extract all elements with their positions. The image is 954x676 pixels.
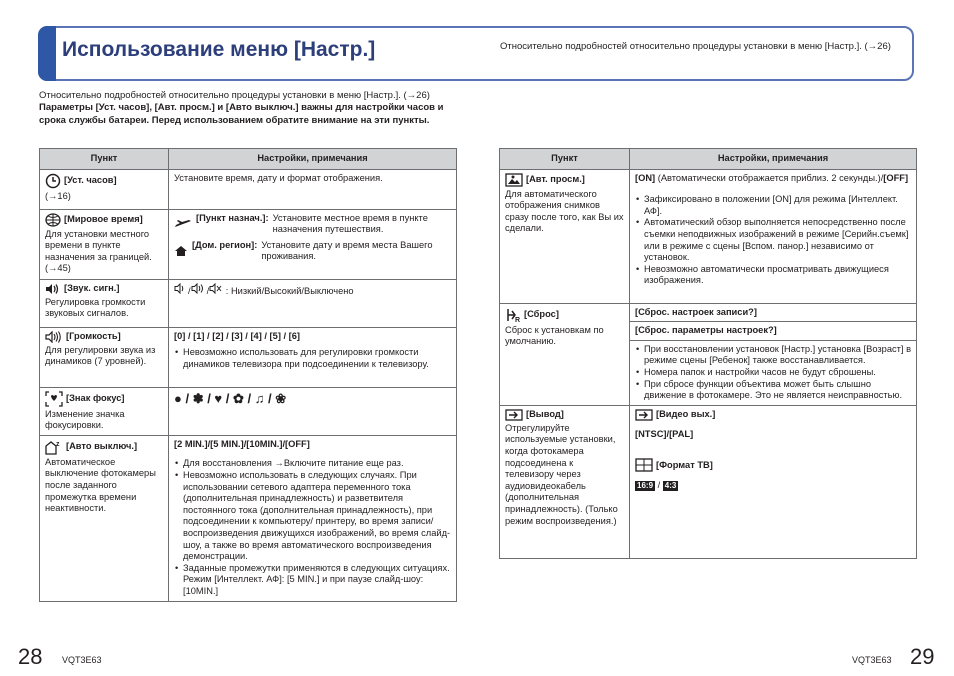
- review-on-text: (Автоматически отображается приблиз. 2 секунды.)/: [657, 172, 884, 183]
- reset-option-setup: [Сброс. параметры настроек?]: [630, 322, 917, 341]
- reset-note-2: • Номера папок и настройки часов не будут сброшены.: [635, 367, 911, 379]
- table-row: [500, 303, 917, 322]
- col-header-settings: Настройки, примечания: [630, 149, 917, 170]
- settings-clock: Установите время, дату и формат отображения.: [169, 169, 457, 209]
- item-desc-output: Отрегулируйте используемые установки, когда фотокамера подсоединена к телевизору через аудиовидеокабель (дополнительная принадлежность). (Только режим воспроизведения.): [505, 422, 618, 526]
- item-desc-world: Для установки местного времени в пункте назначения за границей. (→45): [45, 228, 152, 274]
- header-note: Относительно подробностей относительно процедуры установки в меню [Настр.]. (→26): [500, 41, 891, 52]
- review-note-2: • Автоматический обзор выполняется непосредственно после съемки неподвижных изображений в режиме [Серийн.съемк] или в режиме с сцены [Вспом. панор.] независимо от установок.: [635, 217, 911, 263]
- table-row: [Звук. сигн.] Регулировка громкости звуковых сигналов. / / : Низкий/Высокий/Выключено: [40, 279, 457, 327]
- home-icon: [174, 240, 188, 263]
- dest-text: Установите местное время в пункте назначения путешествия.: [272, 212, 428, 235]
- volume-icon: [45, 331, 63, 343]
- page-title: Использование меню [Настр.]: [62, 38, 376, 61]
- item-title-clock: [Уст. часов]: [64, 174, 117, 185]
- autooff-values: [2 MIN.]/[5 MIN.]/[10MIN.]/[OFF]: [174, 438, 310, 449]
- item-title-focus: [Знак фокус]: [66, 392, 125, 403]
- home-text: Установите дату и время места Вашего проживания.: [261, 239, 433, 262]
- model-code-right: VQT3E63: [852, 655, 892, 665]
- item-title-reset: [Сброс]: [524, 308, 559, 319]
- item-title-world: [Мировое время]: [64, 213, 143, 224]
- globe-icon: [45, 213, 61, 227]
- table-row: [Вывод] Отрегулируйте используемые установки, когда фотокамера подсоединена к телевизору через аудиовидеокабель (дополнительная принадлежность). (Только режим воспроизведения.) [Видео вых.] [NTSC]/[PAL] [Формат ТВ] 16:9 / 4:3: [500, 405, 917, 558]
- auto-review-icon: [505, 173, 523, 187]
- item-desc-beep: Регулировка громкости звуковых сигналов.: [45, 296, 146, 319]
- autooff-note-3-text: Заданные промежутки применяются в следующих ситуациях.: [183, 562, 450, 573]
- table-row: [40, 209, 457, 279]
- tv-aspect-label: [Формат ТВ]: [656, 459, 713, 470]
- autooff-note-2: • Невозможно использовать в следующих случаях. При использовании сетевого адаптера переменного тока (дополнительная принадлежность) и разветвителя постоянного тока (дополнительная принадлежность), при подсоединении к компьютеру/ принтеру, во время записи/воспроизведения движущихся изображений, во время слайд-шоу, а также во время автоматического воспроизведения демонстрации.: [174, 470, 451, 563]
- output-icon: [505, 409, 523, 421]
- focus-icon: [45, 391, 63, 407]
- volume-values: [0] / [1] / [2] / [3] / [4] / [5] / [6]: [174, 330, 301, 341]
- autooff-note-1: • Для восстановления →Включите питание еще раз.: [174, 458, 451, 470]
- beep-settings: : Низкий/Высокий/Выключено: [225, 285, 354, 296]
- focus-options: ● / ✽ / ♥ / ✿ / ♫ / ❀: [174, 390, 287, 406]
- item-title-volume: [Громкость]: [66, 330, 121, 341]
- table-row: [40, 435, 457, 601]
- volume-note: • Невозможно использовать для регулировки громкости динамиков телевизора при подсоединении к телевизору.: [174, 347, 451, 370]
- col-header-settings: Настройки, примечания: [169, 149, 457, 170]
- home-label: [Дом. регион]:: [192, 239, 258, 250]
- item-desc-volume: Для регулировки звука из динамиков (7 уровней).: [45, 344, 156, 367]
- volume-low-icon: [174, 283, 188, 294]
- intro-line: Относительно подробностей относительно процедуры установки в меню [Настр.]. (→26): [39, 90, 430, 101]
- col-header-item: Пункт: [500, 149, 630, 170]
- svg-text:R: R: [515, 316, 521, 323]
- header-accent: [38, 26, 56, 81]
- review-on-label: [ON]: [635, 172, 656, 183]
- model-code-left: VQT3E63: [62, 655, 102, 665]
- airplane-icon: [174, 213, 192, 236]
- autooff-note-3-extra: Режим [Интеллект. АФ]: [5 MIN.] и при паузе слайд-шоу: [10MIN.]: [183, 574, 424, 596]
- autooff-note-3: [174, 563, 451, 598]
- svg-text:z: z: [56, 440, 60, 448]
- item-title-output: [Вывод]: [526, 408, 564, 419]
- page-number-right: 29: [910, 644, 935, 669]
- aspect-16-9-badge: 16:9: [637, 481, 654, 491]
- item-desc-review: Для автоматического отображения снимков сразу после того, как Вы их сделали.: [505, 188, 624, 234]
- review-off-label: [OFF]: [883, 172, 909, 183]
- table-row: [500, 169, 917, 303]
- intro-bold: Параметры [Уст. часов], [Авт. просм.] и [Авто выключ.] важны для настройки часов и срока службы батареи. Перед использованием обратите внимание на эти пункты.: [39, 102, 444, 126]
- item-title-autooff: [Авто выключ.]: [66, 440, 138, 451]
- left-settings-table: [39, 148, 457, 602]
- reset-icon: [505, 307, 521, 323]
- reset-note-1: • При восстановлении установок [Настр.] установка [Возраст] в режиме сцены [Ребенок] также восстанавливается.: [635, 344, 911, 367]
- table-row: [40, 327, 457, 387]
- item-desc-focus: Изменение значка фокусировки.: [45, 408, 125, 431]
- item-title-review: [Авт. просм.]: [526, 173, 585, 184]
- volume-high-icon: [191, 283, 207, 294]
- col-header-item: Пункт: [40, 149, 169, 170]
- auto-off-icon: [45, 439, 63, 455]
- table-row: [40, 169, 457, 209]
- tv-aspect-icon: [635, 458, 653, 472]
- item-title-beep: [Звук. сигн.]: [64, 282, 120, 293]
- speaker-icon: [45, 283, 61, 295]
- table-row: [40, 387, 457, 435]
- item-desc-reset: Сброс к установкам по умолчанию.: [505, 324, 604, 347]
- video-out-label: [Видео вых.]: [656, 408, 716, 419]
- video-out-values: [NTSC]/[PAL]: [635, 428, 694, 439]
- item-desc-clock: (→16): [45, 190, 71, 201]
- reset-option-record: [Сброс. настроек записи?]: [630, 303, 917, 322]
- intro: [39, 90, 461, 127]
- video-out-icon: [635, 409, 653, 421]
- right-settings-table: [499, 148, 917, 559]
- item-desc-autooff: Автоматическое выключение фотокамеры после заданного промежутка времени неактивности.: [45, 456, 156, 514]
- clock-icon: [45, 173, 61, 189]
- reset-note-3: • При сбросе функции объектива может быть слышно движение в фотокамере. Это не является неисправностью.: [635, 379, 911, 402]
- dest-label: [Пункт назнач.]:: [196, 212, 269, 223]
- page-number-left: 28: [18, 644, 43, 669]
- aspect-4-3-badge: 4:3: [664, 481, 677, 491]
- review-note-1: • Зафиксировано в положении [ON] для режима [Интеллект. АФ].: [635, 194, 911, 217]
- volume-off-icon: [209, 283, 223, 294]
- review-note-3: • Невозможно автоматически просматривать движущиеся изображения.: [635, 264, 911, 287]
